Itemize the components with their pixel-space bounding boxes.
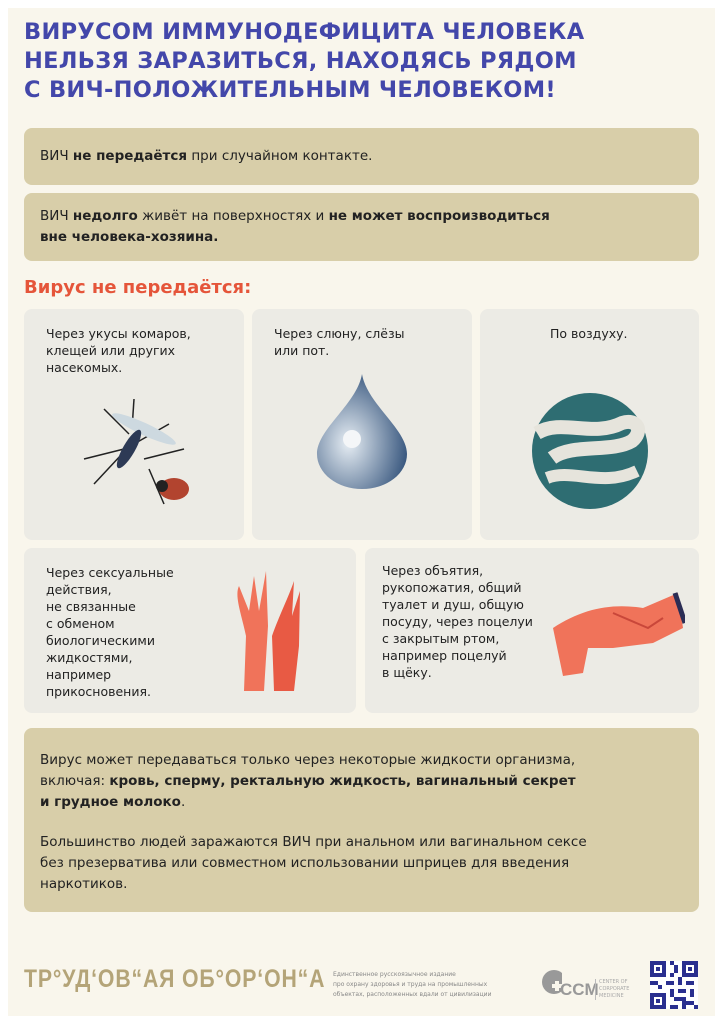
- handshake-icon: [553, 588, 685, 678]
- title-line: ВИРУСОМ ИММУНОДЕФИЦИТА ЧЕЛОВЕКА: [24, 19, 585, 45]
- card-insects: [24, 309, 244, 540]
- card-air: [480, 309, 699, 540]
- info-box-transmission: Вирус может передаваться только через некоторые жидкости организма, включая: кровь, сперму, ректальную жидкость, вагинальный секрет и грудное молоко. Большинство людей заражаются ВИЧ при анальном или вагинальном сексе без презерватива или совместном использовании шприцев для введения наркотиков.: [24, 728, 699, 912]
- card-text: По воздуху.: [550, 326, 628, 341]
- card-hugs: [365, 548, 699, 713]
- touching-hands-icon: [234, 566, 304, 691]
- info-box-surfaces: ВИЧ недолго живёт на поверхностях и не может воспроизводиться вне человека-хозяина.: [24, 193, 699, 261]
- air-globe-icon: [532, 393, 648, 509]
- info-box-casual-contact: ВИЧ не передаётся при случайном контакте.: [24, 128, 699, 185]
- poster-title: [24, 18, 704, 105]
- water-drop-icon: [312, 374, 412, 489]
- card-text: Через объятия, рукопожатия, общий туалет и душ, общую посуду, через поцелуи с закрытым ртом, например поцелуй в щёку.: [382, 563, 533, 680]
- qr-code-icon[interactable]: [650, 961, 698, 1009]
- card-text: Через укусы комаров, клещей или других насекомых.: [46, 326, 191, 375]
- card-touch: [24, 548, 356, 713]
- mosquito-tick-icon: [74, 389, 214, 514]
- trudovaya-oborona-logo: ТР°УД‘ОВ“АЯ ОБ°ОР‘ОН“А: [24, 965, 326, 993]
- publication-description: Единственное русскоязычное издание про охрану здоровья и труда на промышленных объектах, расположенных вдали от цивилизации: [333, 971, 492, 998]
- ccm-logo: CCM CENTER OF CORPORATE MEDICINE: [540, 964, 630, 1004]
- card-text: Через слюну, слёзы или пот.: [274, 326, 405, 358]
- section-heading: Вирус не передаётся:: [24, 277, 252, 298]
- title-line: С ВИЧ-ПОЛОЖИТЕЛЬНЫМ ЧЕЛОВЕКОМ!: [24, 77, 556, 103]
- card-text: Через сексуальные действия, не связанные с обменом биологическими жидкостями, например прикосновения.: [46, 565, 174, 699]
- title-line: НЕЛЬЗЯ ЗАРАЗИТЬСЯ, НАХОДЯСЬ РЯДОМ: [24, 48, 577, 74]
- card-saliva: [252, 309, 472, 540]
